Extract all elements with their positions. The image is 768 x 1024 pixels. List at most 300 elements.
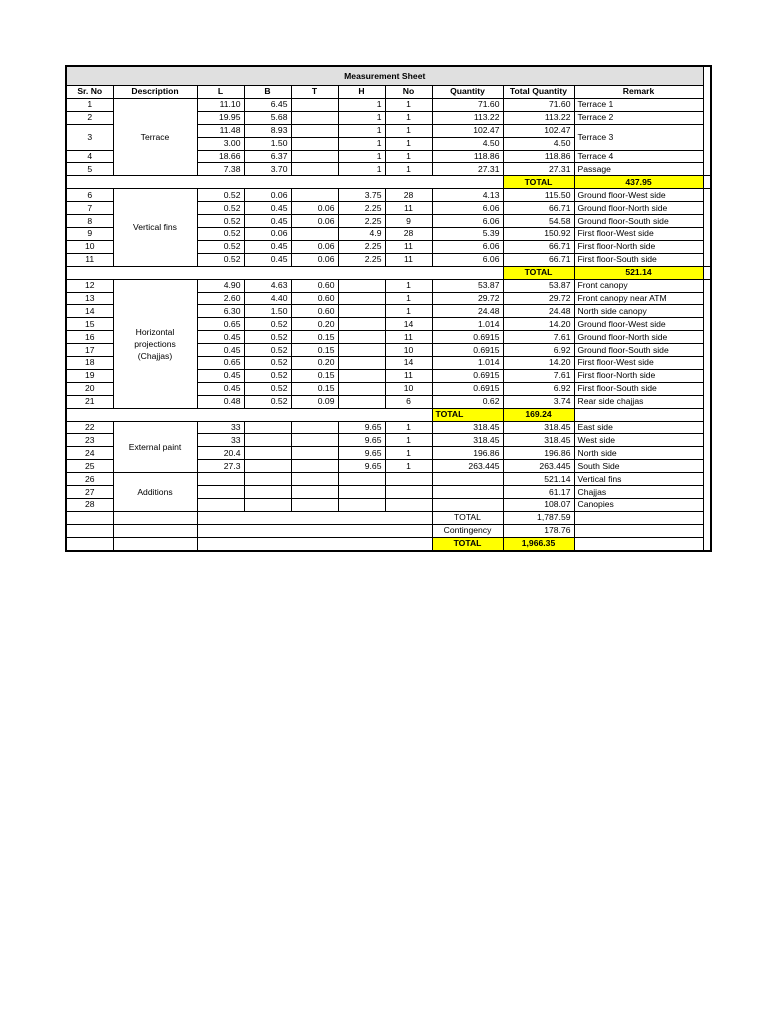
- sr-no-cell: 14: [66, 305, 113, 318]
- remark-cell: Terrace 4: [574, 150, 703, 163]
- total-quantity-cell: 29.72: [503, 292, 574, 305]
- t-cell: [291, 150, 338, 163]
- quantity-cell: 318.45: [432, 434, 503, 447]
- sr-no-cell: 21: [66, 395, 113, 408]
- l-cell: 11.48: [197, 124, 244, 137]
- h-cell: 9.65: [338, 447, 385, 460]
- h-cell: [338, 344, 385, 357]
- l-cell: 4.90: [197, 279, 244, 292]
- quantity-cell: 102.47: [432, 124, 503, 137]
- t-cell: [291, 98, 338, 111]
- no-cell: 1: [385, 111, 432, 124]
- header-quantity: Quantity: [432, 86, 503, 99]
- l-cell: 0.52: [197, 215, 244, 228]
- measurement-sheet-table: [65, 65, 712, 552]
- b-cell: 0.52: [244, 331, 291, 344]
- l-cell: 2.60: [197, 292, 244, 305]
- remark-cell: Canopies: [574, 499, 703, 512]
- empty-cell: [197, 537, 432, 550]
- empty-cell: [66, 266, 503, 279]
- l-cell: 18.66: [197, 150, 244, 163]
- b-cell: 4.40: [244, 292, 291, 305]
- remark-cell: Ground floor-West side: [574, 318, 703, 331]
- quantity-cell: 6.06: [432, 202, 503, 215]
- h-cell: 1: [338, 150, 385, 163]
- l-cell: 0.52: [197, 189, 244, 202]
- total-quantity-cell: 7.61: [503, 331, 574, 344]
- b-cell: [244, 434, 291, 447]
- empty-cell: [385, 499, 432, 512]
- h-cell: 4.9: [338, 227, 385, 240]
- b-cell: 0.06: [244, 227, 291, 240]
- header-description: Description: [113, 86, 197, 99]
- empty-cell: [574, 524, 703, 537]
- total-quantity-cell: 115.50: [503, 189, 574, 202]
- h-cell: 2.25: [338, 215, 385, 228]
- empty-cell: [574, 408, 703, 421]
- h-cell: 2.25: [338, 202, 385, 215]
- h-cell: [338, 292, 385, 305]
- t-cell: [291, 460, 338, 473]
- t-cell: [291, 227, 338, 240]
- remark-cell: First floor-South side: [574, 253, 703, 266]
- empty-cell: [113, 524, 197, 537]
- total-quantity-cell: 318.45: [503, 434, 574, 447]
- remark-cell: Terrace 2: [574, 111, 703, 124]
- b-cell: 4.63: [244, 279, 291, 292]
- h-cell: 1: [338, 163, 385, 176]
- summary-grand-total-value: 1,966.35: [503, 537, 574, 550]
- sr-no-cell: 2: [66, 111, 113, 124]
- total-quantity-cell: 263.445: [503, 460, 574, 473]
- quantity-cell: 113.22: [432, 111, 503, 124]
- l-cell: 3.00: [197, 137, 244, 150]
- remark-cell: Front canopy: [574, 279, 703, 292]
- quantity-cell: 6.06: [432, 215, 503, 228]
- quantity-cell: 0.6915: [432, 382, 503, 395]
- remark-cell: East side: [574, 421, 703, 434]
- t-cell: [291, 137, 338, 150]
- quantity-cell: 6.06: [432, 253, 503, 266]
- no-cell: 1: [385, 150, 432, 163]
- h-cell: [338, 305, 385, 318]
- sr-no-cell: 3: [66, 124, 113, 150]
- remark-cell: Passage: [574, 163, 703, 176]
- section-total-value: 521.14: [574, 266, 703, 279]
- t-cell: 0.06: [291, 240, 338, 253]
- total-quantity-cell: 118.86: [503, 150, 574, 163]
- total-quantity-cell: 71.60: [503, 98, 574, 111]
- total-quantity-cell: 66.71: [503, 253, 574, 266]
- total-quantity-cell: 6.92: [503, 344, 574, 357]
- no-cell: 1: [385, 292, 432, 305]
- t-cell: 0.15: [291, 369, 338, 382]
- quantity-cell: 71.60: [432, 98, 503, 111]
- quantity-cell: 6.06: [432, 240, 503, 253]
- no-cell: 1: [385, 163, 432, 176]
- h-cell: [338, 318, 385, 331]
- table-row: [66, 473, 711, 486]
- remark-cell: First floor-South side: [574, 382, 703, 395]
- header-b: B: [244, 86, 291, 99]
- sheet-title: Measurement Sheet: [66, 66, 703, 86]
- sr-no-cell: 26: [66, 473, 113, 486]
- quantity-cell: 24.48: [432, 305, 503, 318]
- l-cell: 0.48: [197, 395, 244, 408]
- t-cell: [291, 189, 338, 202]
- empty-cell: [113, 537, 197, 550]
- total-quantity-cell: 3.74: [503, 395, 574, 408]
- l-cell: 0.45: [197, 344, 244, 357]
- quantity-cell: 263.445: [432, 460, 503, 473]
- section-total-row: [66, 176, 711, 189]
- t-cell: 0.60: [291, 305, 338, 318]
- sr-no-cell: 17: [66, 344, 113, 357]
- quantity-cell: 29.72: [432, 292, 503, 305]
- no-cell: 10: [385, 382, 432, 395]
- no-cell: 1: [385, 460, 432, 473]
- l-cell: 33: [197, 421, 244, 434]
- h-cell: [338, 331, 385, 344]
- h-cell: [338, 395, 385, 408]
- b-cell: 0.52: [244, 369, 291, 382]
- quantity-cell: 0.6915: [432, 344, 503, 357]
- t-cell: 0.06: [291, 253, 338, 266]
- sr-no-cell: 16: [66, 331, 113, 344]
- h-cell: 1: [338, 124, 385, 137]
- summary-grand-total-row: [66, 537, 711, 550]
- total-quantity-cell: 196.86: [503, 447, 574, 460]
- quantity-cell: 0.6915: [432, 369, 503, 382]
- b-cell: 3.70: [244, 163, 291, 176]
- empty-cell: [574, 537, 703, 550]
- header-no: No: [385, 86, 432, 99]
- b-cell: 0.52: [244, 382, 291, 395]
- no-cell: 11: [385, 253, 432, 266]
- l-cell: 27.3: [197, 460, 244, 473]
- remark-cell: Rear side chajjas: [574, 395, 703, 408]
- header-sr-no: Sr. No: [66, 86, 113, 99]
- sr-no-cell: 19: [66, 369, 113, 382]
- sr-no-cell: 8: [66, 215, 113, 228]
- empty-cell: [574, 511, 703, 524]
- h-cell: 1: [338, 111, 385, 124]
- header-total-quantity: Total Quantity: [503, 86, 574, 99]
- section-total-value: 169.24: [503, 408, 574, 421]
- remark-cell: Ground floor-West side: [574, 189, 703, 202]
- l-cell: 20.4: [197, 447, 244, 460]
- total-quantity-cell: 7.61: [503, 369, 574, 382]
- b-cell: [244, 460, 291, 473]
- summary-total-label: TOTAL: [432, 511, 503, 524]
- t-cell: [291, 111, 338, 124]
- sr-no-cell: 10: [66, 240, 113, 253]
- summary-contingency-label: Contingency: [432, 524, 503, 537]
- empty-cell: [66, 524, 113, 537]
- total-quantity-cell: 108.07: [503, 499, 574, 512]
- h-cell: [338, 369, 385, 382]
- remark-cell: Vertical fins: [574, 473, 703, 486]
- b-cell: 0.52: [244, 344, 291, 357]
- no-cell: 1: [385, 137, 432, 150]
- l-cell: 0.45: [197, 331, 244, 344]
- no-cell: 6: [385, 395, 432, 408]
- t-cell: 0.60: [291, 279, 338, 292]
- remark-cell: First floor-North side: [574, 240, 703, 253]
- t-cell: 0.20: [291, 357, 338, 370]
- sr-no-cell: 1: [66, 98, 113, 111]
- empty-cell: [385, 473, 432, 486]
- sr-no-cell: 4: [66, 150, 113, 163]
- t-cell: [291, 434, 338, 447]
- t-cell: 0.15: [291, 344, 338, 357]
- h-cell: 9.65: [338, 421, 385, 434]
- b-cell: 1.50: [244, 305, 291, 318]
- empty-cell: [432, 473, 503, 486]
- total-quantity-cell: 66.71: [503, 240, 574, 253]
- summary-total-value: 1,787.59: [503, 511, 574, 524]
- remark-cell: First floor-West side: [574, 357, 703, 370]
- b-cell: [244, 421, 291, 434]
- total-quantity-cell: 6.92: [503, 382, 574, 395]
- remark-cell: Terrace 1: [574, 98, 703, 111]
- header-l: L: [197, 86, 244, 99]
- b-cell: 0.52: [244, 318, 291, 331]
- t-cell: 0.09: [291, 395, 338, 408]
- total-quantity-cell: 24.48: [503, 305, 574, 318]
- quantity-cell: 118.86: [432, 150, 503, 163]
- l-cell: 0.65: [197, 318, 244, 331]
- h-cell: 9.65: [338, 460, 385, 473]
- b-cell: 0.06: [244, 189, 291, 202]
- l-cell: 0.52: [197, 227, 244, 240]
- sr-no-cell: 22: [66, 421, 113, 434]
- l-cell: 0.52: [197, 253, 244, 266]
- table-row: [66, 279, 711, 292]
- summary-contingency-row: [66, 524, 711, 537]
- l-cell: 33: [197, 434, 244, 447]
- quantity-cell: 0.62: [432, 395, 503, 408]
- l-cell: 7.38: [197, 163, 244, 176]
- l-cell: 0.65: [197, 357, 244, 370]
- sr-no-cell: 27: [66, 486, 113, 499]
- quantity-cell: 196.86: [432, 447, 503, 460]
- empty-cell: [338, 473, 385, 486]
- empty-cell: [338, 486, 385, 499]
- description-cell: Vertical fins: [113, 189, 197, 266]
- no-cell: 28: [385, 189, 432, 202]
- no-cell: 11: [385, 331, 432, 344]
- t-cell: 0.15: [291, 382, 338, 395]
- b-cell: 5.68: [244, 111, 291, 124]
- empty-cell: [197, 524, 432, 537]
- remark-cell: Ground floor-North side: [574, 331, 703, 344]
- remark-cell: Ground floor-South side: [574, 215, 703, 228]
- quantity-cell: 0.6915: [432, 331, 503, 344]
- empty-cell: [703, 266, 711, 279]
- table-row: [66, 421, 711, 434]
- empty-cell: [197, 511, 432, 524]
- empty-cell: [385, 486, 432, 499]
- t-cell: 0.60: [291, 292, 338, 305]
- b-cell: 6.45: [244, 98, 291, 111]
- l-cell: 11.10: [197, 98, 244, 111]
- t-cell: [291, 124, 338, 137]
- title-row: [66, 66, 711, 86]
- empty-cell: [291, 499, 338, 512]
- total-quantity-cell: 27.31: [503, 163, 574, 176]
- sr-no-cell: 7: [66, 202, 113, 215]
- sr-no-cell: 15: [66, 318, 113, 331]
- summary-total-row: [66, 511, 711, 524]
- h-cell: 1: [338, 98, 385, 111]
- h-cell: [338, 357, 385, 370]
- no-cell: 1: [385, 305, 432, 318]
- no-cell: 9: [385, 215, 432, 228]
- empty-cell: [197, 499, 244, 512]
- empty-cell: [66, 511, 113, 524]
- section-total-value: 437.95: [574, 176, 703, 189]
- remark-cell: Terrace 3: [574, 124, 703, 150]
- remark-cell: First floor-North side: [574, 369, 703, 382]
- b-cell: 0.52: [244, 357, 291, 370]
- sr-no-cell: 24: [66, 447, 113, 460]
- total-quantity-cell: 54.58: [503, 215, 574, 228]
- description-cell: Horizontal projections (Chajjas): [113, 279, 197, 408]
- empty-cell: [197, 486, 244, 499]
- h-cell: 2.25: [338, 253, 385, 266]
- remark-cell: Ground floor-North side: [574, 202, 703, 215]
- empty-cell: [703, 176, 711, 189]
- remark-cell: Front canopy near ATM: [574, 292, 703, 305]
- sr-no-cell: 5: [66, 163, 113, 176]
- no-cell: 1: [385, 279, 432, 292]
- b-cell: [244, 447, 291, 460]
- no-cell: 11: [385, 369, 432, 382]
- empty-cell: [244, 486, 291, 499]
- b-cell: 0.52: [244, 395, 291, 408]
- section-total-row: [66, 266, 711, 279]
- h-cell: 3.75: [338, 189, 385, 202]
- h-cell: [338, 382, 385, 395]
- sr-no-cell: 20: [66, 382, 113, 395]
- quantity-cell: 1.014: [432, 357, 503, 370]
- total-quantity-cell: 318.45: [503, 421, 574, 434]
- summary-grand-total-label: TOTAL: [432, 537, 503, 550]
- t-cell: 0.20: [291, 318, 338, 331]
- total-quantity-cell: 102.47: [503, 124, 574, 137]
- quantity-cell: 27.31: [432, 163, 503, 176]
- l-cell: 6.30: [197, 305, 244, 318]
- header-row: [66, 86, 711, 99]
- description-cell: Additions: [113, 473, 197, 512]
- no-cell: 28: [385, 227, 432, 240]
- b-cell: 0.45: [244, 240, 291, 253]
- t-cell: [291, 447, 338, 460]
- section-total-label: TOTAL: [503, 266, 574, 279]
- no-cell: 1: [385, 421, 432, 434]
- total-quantity-cell: 61.17: [503, 486, 574, 499]
- b-cell: 0.45: [244, 253, 291, 266]
- b-cell: 1.50: [244, 137, 291, 150]
- total-quantity-cell: 14.20: [503, 357, 574, 370]
- sr-no-cell: 23: [66, 434, 113, 447]
- empty-cell: [244, 473, 291, 486]
- t-cell: [291, 163, 338, 176]
- quantity-cell: 53.87: [432, 279, 503, 292]
- header-t: T: [291, 86, 338, 99]
- no-cell: 1: [385, 124, 432, 137]
- l-cell: 0.45: [197, 369, 244, 382]
- t-cell: 0.06: [291, 215, 338, 228]
- empty-cell: [291, 473, 338, 486]
- remark-cell: West side: [574, 434, 703, 447]
- no-cell: 1: [385, 434, 432, 447]
- summary-contingency-value: 178.76: [503, 524, 574, 537]
- empty-cell: [291, 486, 338, 499]
- b-cell: 0.45: [244, 215, 291, 228]
- empty-cell: [66, 537, 113, 550]
- total-quantity-cell: 4.50: [503, 137, 574, 150]
- t-cell: 0.15: [291, 331, 338, 344]
- remark-cell: First floor-West side: [574, 227, 703, 240]
- b-cell: 0.45: [244, 202, 291, 215]
- empty-cell: [197, 473, 244, 486]
- total-quantity-cell: 150.92: [503, 227, 574, 240]
- l-cell: 0.52: [197, 240, 244, 253]
- empty-cell: [338, 499, 385, 512]
- header-h: H: [338, 86, 385, 99]
- empty-cell: [66, 408, 432, 421]
- sr-no-cell: 25: [66, 460, 113, 473]
- sr-no-cell: 13: [66, 292, 113, 305]
- no-cell: 11: [385, 240, 432, 253]
- empty-cell: [432, 486, 503, 499]
- description-cell: External paint: [113, 421, 197, 473]
- no-cell: 1: [385, 447, 432, 460]
- quantity-cell: 4.13: [432, 189, 503, 202]
- remark-cell: Ground floor-South side: [574, 344, 703, 357]
- b-cell: 6.37: [244, 150, 291, 163]
- remark-cell: North side: [574, 447, 703, 460]
- empty-cell: [113, 511, 197, 524]
- empty-cell: [432, 499, 503, 512]
- no-cell: 14: [385, 357, 432, 370]
- h-cell: 9.65: [338, 434, 385, 447]
- b-cell: 8.93: [244, 124, 291, 137]
- l-cell: 0.45: [197, 382, 244, 395]
- section-total-label: TOTAL: [503, 176, 574, 189]
- quantity-cell: 318.45: [432, 421, 503, 434]
- quantity-cell: 4.50: [432, 137, 503, 150]
- sr-no-cell: 11: [66, 253, 113, 266]
- total-quantity-cell: 521.14: [503, 473, 574, 486]
- header-remark: Remark: [574, 86, 703, 99]
- description-cell: Terrace: [113, 98, 197, 175]
- sr-no-cell: 9: [66, 227, 113, 240]
- quantity-cell: 5.39: [432, 227, 503, 240]
- t-cell: [291, 421, 338, 434]
- quantity-cell: 1.014: [432, 318, 503, 331]
- total-quantity-cell: 113.22: [503, 111, 574, 124]
- total-quantity-cell: 53.87: [503, 279, 574, 292]
- h-cell: [338, 279, 385, 292]
- section-total-row: [66, 408, 711, 421]
- empty-cell: [66, 176, 503, 189]
- remark-cell: South Side: [574, 460, 703, 473]
- sr-no-cell: 12: [66, 279, 113, 292]
- no-cell: 11: [385, 202, 432, 215]
